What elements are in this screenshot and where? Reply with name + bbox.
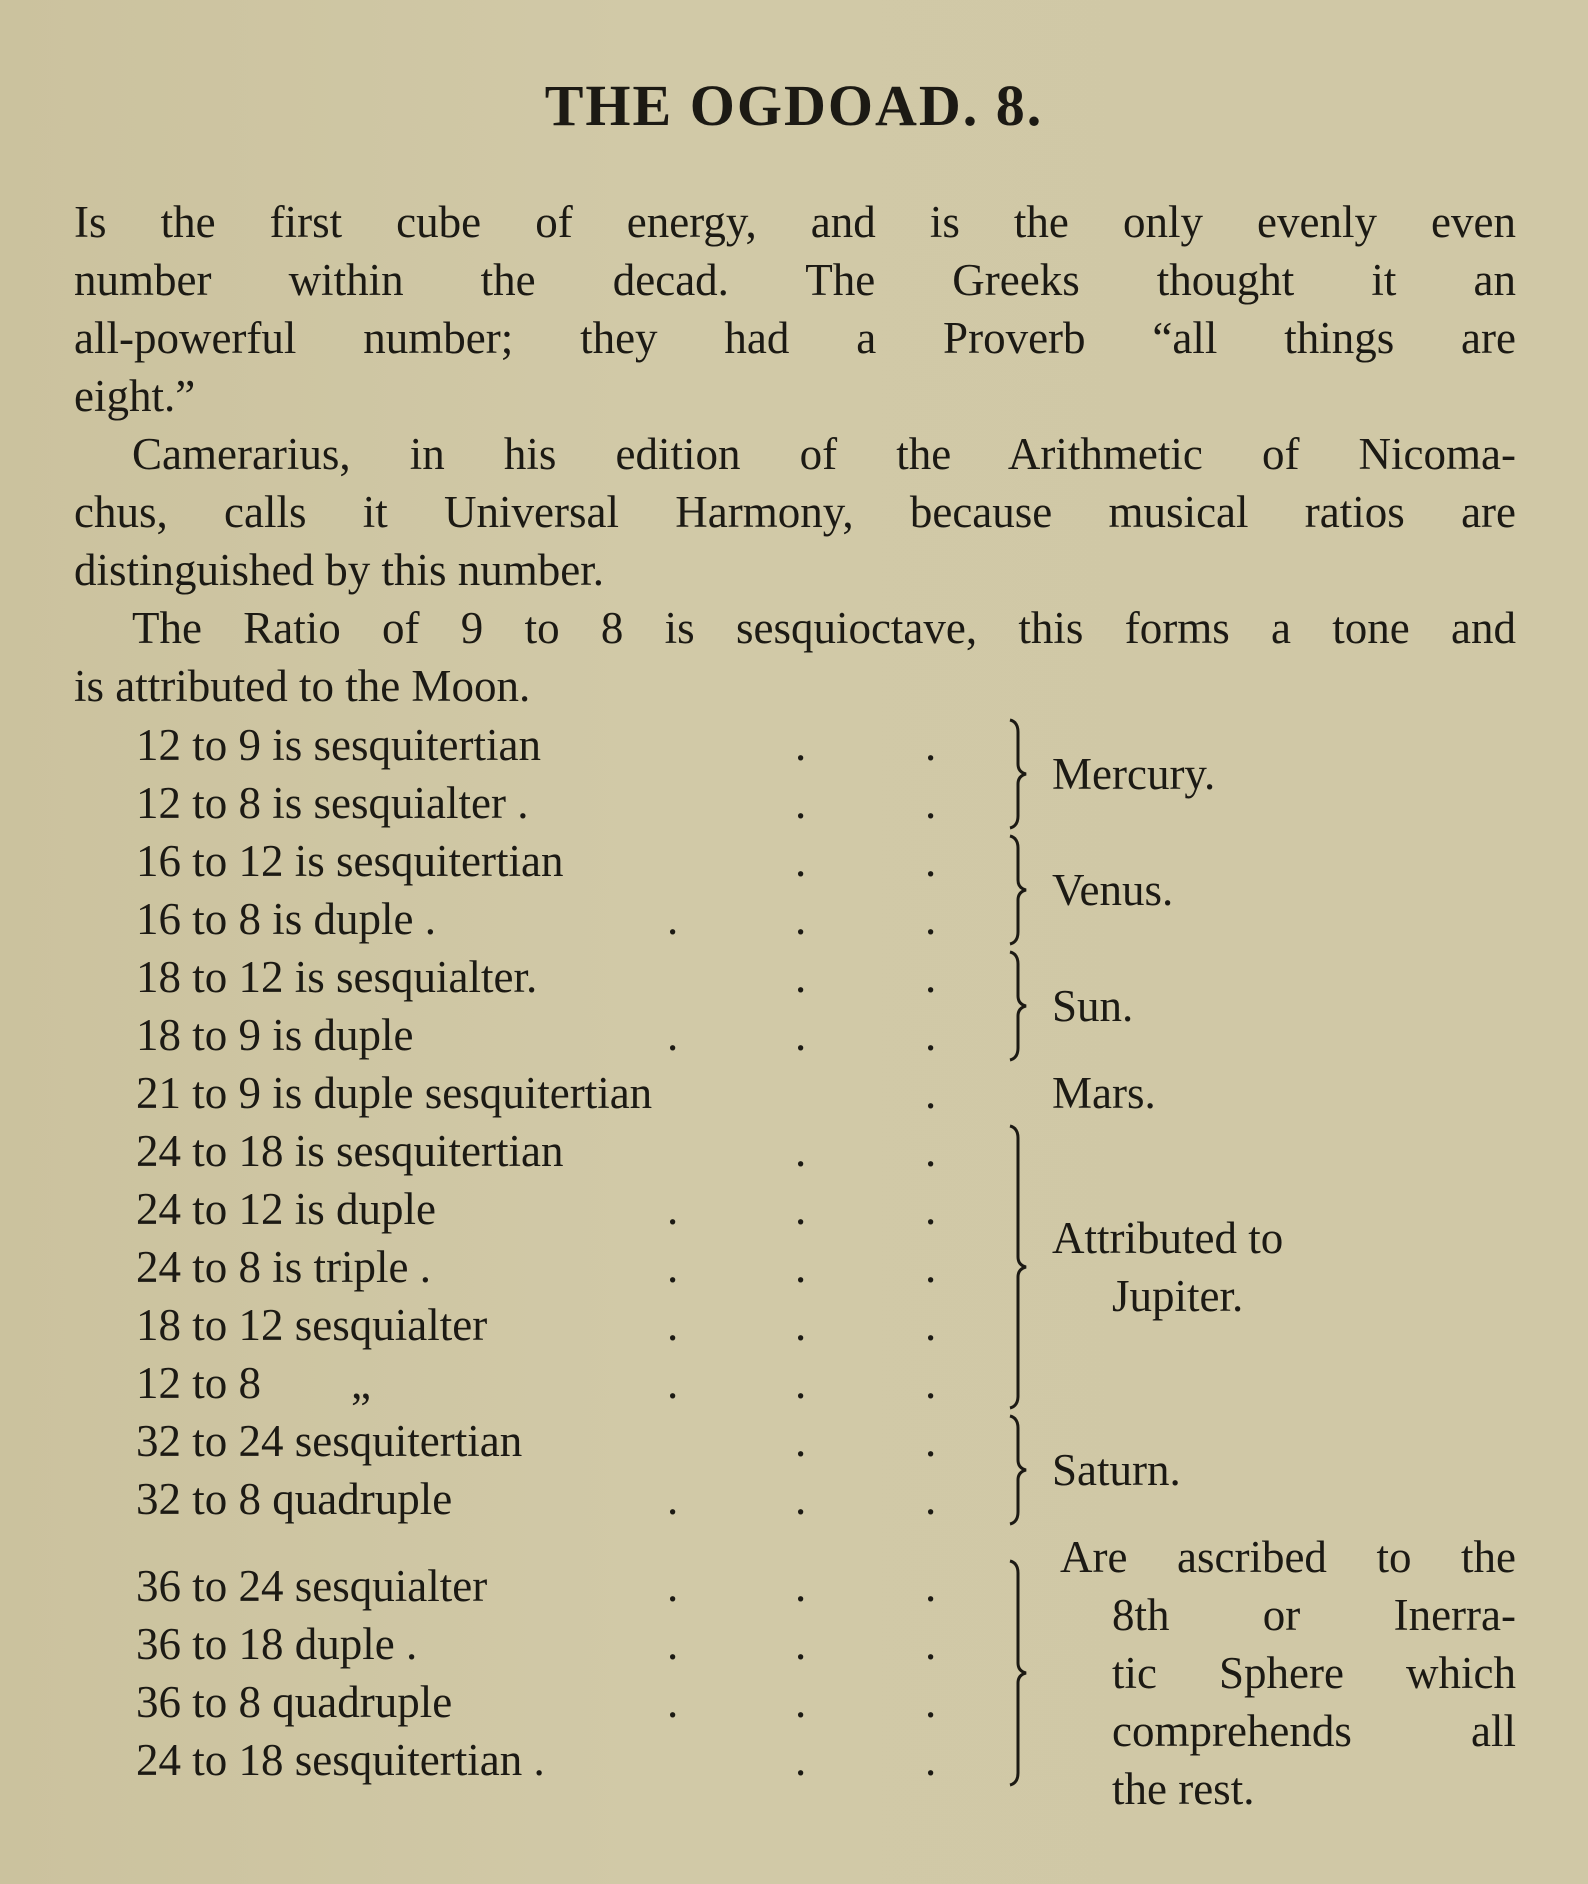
leader-dot: . (795, 778, 807, 828)
leader-dot: . (925, 1300, 937, 1350)
planet-attribution: tic Sphere which (1112, 1648, 1516, 1698)
leader-dot: . (667, 1619, 679, 1669)
leader-dot: . (795, 1735, 807, 1785)
planet-attribution: Are ascribed to the (1060, 1532, 1516, 1582)
ratio-row: 32 to 8 quadruple (136, 1474, 453, 1524)
leader-dot: . (667, 1358, 679, 1408)
leader-dot: . (795, 1474, 807, 1524)
curly-brace-icon (1004, 718, 1034, 830)
leader-dot: . (795, 1416, 807, 1466)
leader-dot: . (925, 894, 937, 944)
planet-attribution: Mercury. (1052, 749, 1216, 799)
leader-dot: . (925, 1474, 937, 1524)
curly-brace-icon (1004, 834, 1034, 946)
ratio-row: 16 to 8 is duple . (136, 894, 436, 944)
leader-dot: . (795, 1561, 807, 1611)
leader-dot: . (925, 952, 937, 1002)
planet-attribution: Saturn. (1052, 1445, 1181, 1495)
leader-dot: . (795, 1126, 807, 1176)
curly-brace-icon (1004, 1414, 1034, 1526)
paragraph-line: is attributed to the Moon. (74, 661, 531, 711)
leader-dot: . (795, 1619, 807, 1669)
leader-dot: . (925, 1358, 937, 1408)
ratio-row: 32 to 24 sesquitertian (136, 1416, 523, 1466)
ratio-row: 18 to 12 sesquialter (136, 1300, 488, 1350)
leader-dot: . (795, 894, 807, 944)
leader-dot: . (925, 1242, 937, 1292)
leader-dot: . (925, 720, 937, 770)
planet-attribution: Attributed to (1052, 1213, 1284, 1263)
leader-dot: . (667, 1184, 679, 1234)
paragraph-line: The Ratio of 9 to 8 is sesquioctave, this forms a tone and (132, 603, 1516, 653)
ratio-row: 18 to 12 is sesquialter. (136, 952, 538, 1002)
ratio-row: 12 to 9 is sesquitertian (136, 720, 541, 770)
paragraph-line: number within the decad. The Greeks thought it an (74, 255, 1516, 305)
ratio-row: 24 to 8 is triple . (136, 1242, 431, 1292)
ratio-row: 21 to 9 is duple sesquitertian (136, 1068, 653, 1118)
leader-dot: . (667, 1474, 679, 1524)
leader-dot: . (795, 1358, 807, 1408)
ratio-row: 36 to 24 sesquialter (136, 1561, 488, 1611)
planet-attribution: Venus. (1052, 865, 1174, 915)
leader-dot: . (925, 1068, 937, 1118)
ratio-row: 12 to 8 is sesquialter . (136, 778, 529, 828)
leader-dot: . (925, 1126, 937, 1176)
curly-brace-icon (1004, 950, 1034, 1062)
leader-dot: . (925, 1010, 937, 1060)
paragraph-line: distinguished by this number. (74, 545, 605, 595)
curly-brace-icon (1004, 1124, 1034, 1410)
planet-attribution: comprehends all (1112, 1706, 1516, 1756)
ratio-row: 18 to 9 is duple (136, 1010, 414, 1060)
leader-dot: . (795, 1184, 807, 1234)
leader-dot: . (667, 1242, 679, 1292)
leader-dot: . (795, 952, 807, 1002)
leader-dot: . (795, 836, 807, 886)
paragraph-line: chus, calls it Universal Harmony, because musical ratios are (74, 487, 1516, 537)
leader-dot: . (667, 1010, 679, 1060)
planet-attribution: the rest. (1112, 1764, 1255, 1814)
ratio-row: 24 to 18 is sesquitertian (136, 1126, 564, 1176)
curly-brace-icon (1004, 1559, 1034, 1787)
leader-dot: . (795, 1300, 807, 1350)
ratio-row: 36 to 18 duple . (136, 1619, 418, 1669)
ratio-row: 12 to 8 „ (136, 1358, 371, 1408)
paragraph-line: eight.” (74, 371, 196, 421)
planet-attribution: Sun. (1052, 981, 1134, 1031)
leader-dot: . (925, 1184, 937, 1234)
leader-dot: . (925, 1735, 937, 1785)
ratio-row: 24 to 18 sesquitertian . (136, 1735, 545, 1785)
leader-dot: . (925, 1561, 937, 1611)
leader-dot: . (667, 1300, 679, 1350)
leader-dot: . (925, 836, 937, 886)
leader-dot: . (925, 778, 937, 828)
leader-dot: . (667, 1561, 679, 1611)
leader-dot: . (795, 720, 807, 770)
ratio-row: 24 to 12 is duple (136, 1184, 436, 1234)
paragraph-line: Camerarius, in his edition of the Arithmetic of Nicoma- (132, 429, 1516, 479)
leader-dot: . (795, 1242, 807, 1292)
leader-dot: . (795, 1677, 807, 1727)
leader-dot: . (667, 1677, 679, 1727)
planet-attribution: Jupiter. (1112, 1271, 1244, 1321)
ratio-row: 16 to 12 is sesquitertian (136, 836, 564, 886)
leader-dot: . (667, 894, 679, 944)
leader-dot: . (925, 1416, 937, 1466)
leader-dot: . (925, 1677, 937, 1727)
planet-attribution: 8th or Inerra- (1112, 1590, 1516, 1640)
ratio-row: 36 to 8 quadruple (136, 1677, 453, 1727)
page-title: THE OGDOAD. 8. (544, 73, 1044, 138)
leader-dot: . (795, 1010, 807, 1060)
paragraph-line: all-powerful number; they had a Proverb “all things are (74, 313, 1516, 363)
paragraph-line: Is the first cube of energy, and is the only evenly even (74, 197, 1516, 247)
planet-attribution: Mars. (1052, 1068, 1156, 1118)
leader-dot: . (925, 1619, 937, 1669)
